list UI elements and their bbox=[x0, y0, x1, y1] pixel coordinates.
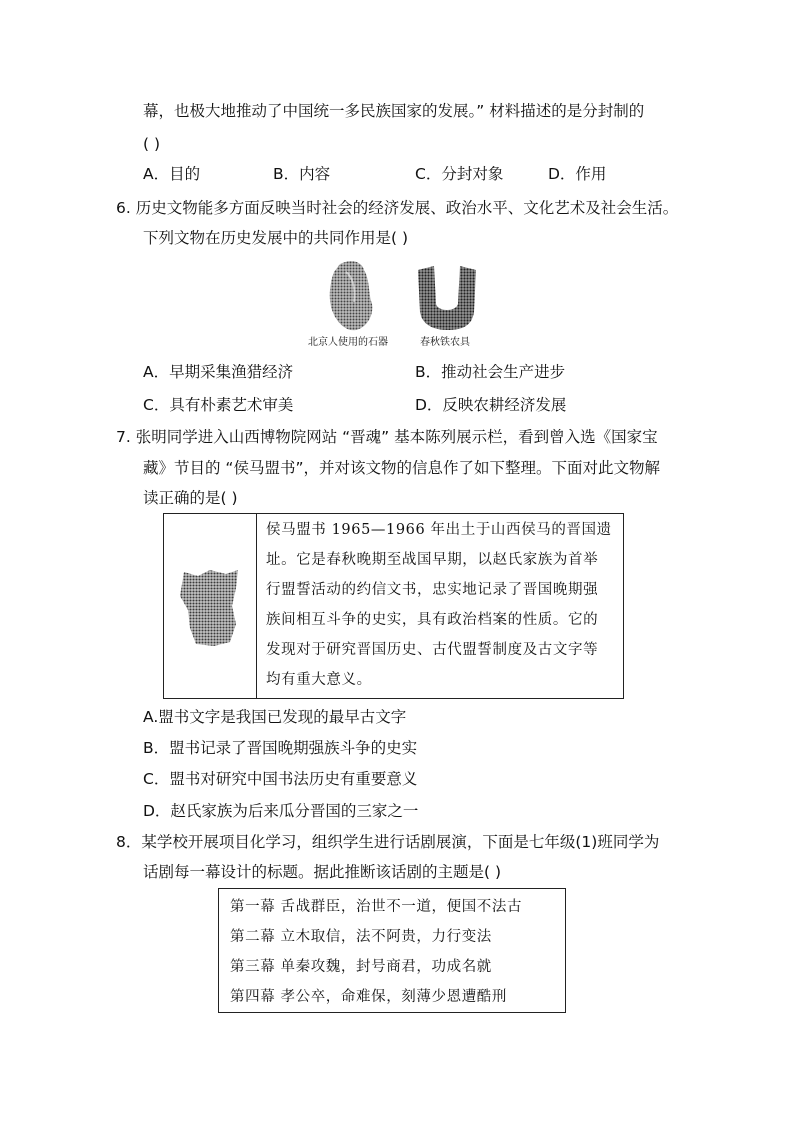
q5-text-line: 幕，也极大地推动了中国统一多民族国家的发展。” 材料描述的是分封制的 bbox=[143, 102, 645, 120]
q5-answer-paren: ( ) bbox=[143, 135, 161, 153]
q7-box-line: 侯马盟书 1965—1966 年出土于山西侯马的晋国遗 bbox=[266, 522, 612, 538]
stone-tool-image bbox=[322, 258, 388, 334]
q8-acts-table bbox=[218, 888, 566, 1013]
q7-stem-line3: 读正确的是( ) bbox=[143, 489, 238, 507]
iron-tool-caption: 春秋铁农具 bbox=[420, 337, 470, 348]
houma-covenant-tablet-image bbox=[174, 566, 246, 652]
act-title: 第一幕 舌战群臣，治世不一道，便国不法古 bbox=[230, 899, 523, 915]
act-title: 第二幕 立木取信，法不阿贵，力行变法 bbox=[230, 929, 492, 945]
q7-box-line: 发现对于研究晋国历史、古代盟誓制度及古文字等 bbox=[266, 642, 599, 658]
q7-box-line: 址。它是春秋晚期至战国早期，以赵氏家族为首举 bbox=[266, 552, 599, 568]
q8-stem-line1: 8．某学校开展项目化学习，组织学生进行话剧展演，下面是七年级(1)班同学为 bbox=[116, 833, 660, 851]
act-title: 第四幕 孝公卒，命难保，刻薄少恩遭酷刑 bbox=[230, 989, 508, 1005]
act-title: 第三幕 单秦攻魏，封号商君，功成名就 bbox=[230, 959, 492, 975]
q6-option-a: A．早期采集渔猎经济 bbox=[143, 363, 294, 381]
q7-option-a: A.盟书文字是我国已发现的最早古文字 bbox=[143, 708, 407, 726]
q7-option-b: B．盟书记录了晋国晚期强族斗争的史实 bbox=[143, 739, 418, 757]
q7-box-line: 均有重大意义。 bbox=[266, 672, 372, 688]
q7-stem-line2: 藏》节目的 “侯马盟书”，并对该文物的信息作了如下整理。下面对此文物解 bbox=[143, 459, 660, 477]
q6-stem-line2: 下列文物在历史发展中的共同作用是( ) bbox=[143, 229, 409, 247]
q6-option-c: C．具有朴素艺术审美 bbox=[143, 396, 294, 414]
q7-stem-line1: 7. 张明同学进入山西博物院网站 “晋魂” 基本陈列展示栏，看到曾入选《国家宝 bbox=[116, 428, 658, 446]
q6-option-d: D．反映农耕经济发展 bbox=[415, 396, 567, 414]
q7-table-divider bbox=[256, 514, 257, 698]
q5-option-a: A．目的 bbox=[143, 165, 201, 183]
q8-stem-line2: 话剧每一幕设计的标题。据此推断该话剧的主题是( ) bbox=[143, 863, 502, 881]
q5-option-b: B．内容 bbox=[273, 165, 331, 183]
q7-option-d: D．赵氏家族为后来瓜分晋国的三家之一 bbox=[143, 802, 419, 820]
q6-stem-line1: 6. 历史文物能多方面反映当时社会的经济发展、政治水平、文化艺术及社会生活。 bbox=[116, 199, 679, 217]
q7-info-table bbox=[163, 513, 624, 699]
q7-box-line: 行盟誓活动的约信文书，忠实地记录了晋国晚期强 bbox=[266, 582, 599, 598]
q5-option-c: C．分封对象 bbox=[415, 165, 504, 183]
stone-tool-caption: 北京人使用的石器 bbox=[308, 337, 388, 348]
iron-farm-tool-image bbox=[412, 262, 482, 332]
q7-box-line: 族间相互斗争的史实，具有政治档案的性质。它的 bbox=[266, 612, 599, 628]
q7-option-c: C．盟书对研究中国书法历史有重要意义 bbox=[143, 770, 418, 788]
q6-option-b: B．推动社会生产进步 bbox=[415, 363, 566, 381]
q5-option-d: D．作用 bbox=[548, 165, 607, 183]
